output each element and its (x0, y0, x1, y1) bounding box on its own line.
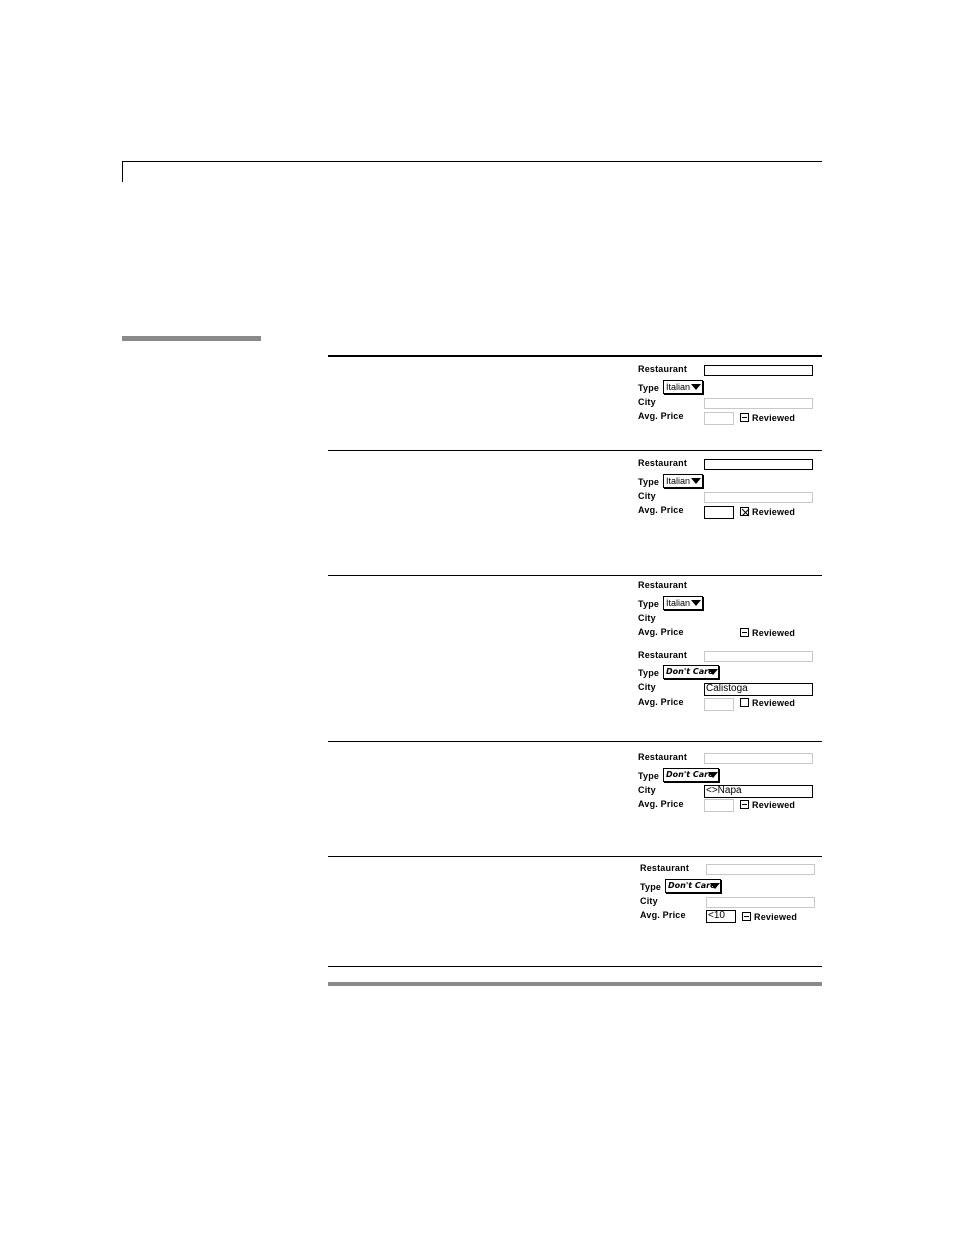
type-label: Type (638, 599, 660, 609)
table-row-divider (328, 856, 822, 857)
type-popup-value: Italian (666, 476, 691, 486)
restaurant-label: Restaurant (638, 364, 688, 374)
reviewed-label: Reviewed (752, 800, 796, 810)
chevron-down-icon (691, 600, 701, 606)
avg-price-label: Avg. Price (638, 411, 684, 421)
city-field[interactable] (704, 398, 813, 409)
table-bottom-bar (328, 982, 822, 986)
reviewed-label: Reviewed (752, 507, 796, 517)
type-popup-menu[interactable] (663, 380, 703, 394)
avg-price-label: Avg. Price (640, 910, 686, 920)
restaurant-label: Restaurant (638, 752, 688, 762)
avg-price-field[interactable] (704, 412, 734, 425)
indeterminate-icon (742, 804, 747, 805)
city-label: City (638, 785, 656, 795)
avg-price-label: Avg. Price (638, 697, 684, 707)
indeterminate-icon (742, 632, 747, 633)
reviewed-checkbox[interactable] (740, 800, 749, 809)
restaurant-field[interactable] (706, 864, 815, 875)
restaurant-label: Restaurant (638, 650, 688, 660)
reviewed-checkbox[interactable] (742, 912, 751, 921)
city-label: City (638, 682, 656, 692)
type-popup-value: Don't Care (668, 881, 716, 890)
table-bottom-rule (328, 966, 822, 967)
restaurant-field[interactable] (704, 753, 813, 764)
city-label: City (638, 613, 656, 623)
type-popup-menu[interactable] (663, 596, 703, 610)
type-popup-value: Italian (666, 598, 691, 608)
restaurant-label: Restaurant (638, 458, 688, 468)
restaurant-label: Restaurant (640, 863, 690, 873)
city-label: City (638, 397, 656, 407)
city-label: City (638, 491, 656, 501)
type-popup-value: Don't Care (666, 770, 714, 779)
city-field[interactable] (706, 897, 815, 908)
reviewed-label: Reviewed (752, 628, 796, 638)
city-label: City (640, 896, 658, 906)
avg-price-label: Avg. Price (638, 627, 684, 637)
restaurant-label: Restaurant (638, 580, 688, 590)
avg-price-label: Avg. Price (638, 505, 684, 515)
type-label: Type (640, 882, 662, 892)
table-row-divider (328, 741, 822, 742)
city-field[interactable]: Calistoga (704, 683, 813, 696)
city-field[interactable]: <>Napa (704, 785, 813, 798)
type-label: Type (638, 383, 660, 393)
type-popup-value: Italian (666, 382, 691, 392)
table-row-divider (328, 575, 822, 576)
reviewed-label: Reviewed (752, 698, 796, 708)
indeterminate-icon (742, 417, 747, 418)
restaurant-field[interactable] (704, 459, 813, 470)
chevron-down-icon (708, 772, 718, 778)
avg-price-field[interactable] (704, 506, 734, 519)
reviewed-checkbox[interactable] (740, 507, 749, 516)
reviewed-label: Reviewed (752, 413, 796, 423)
type-popup-menu[interactable] (663, 665, 719, 679)
type-label: Type (638, 771, 660, 781)
type-label: Type (638, 477, 660, 487)
reviewed-checkbox[interactable] (740, 413, 749, 422)
avg-price-field[interactable]: <10 (706, 910, 736, 923)
table-top-rule (328, 355, 822, 357)
reviewed-checkbox[interactable] (740, 628, 749, 637)
type-popup-value: Don't Care (666, 667, 714, 676)
restaurant-field[interactable] (704, 651, 813, 662)
city-field[interactable] (704, 492, 813, 503)
chevron-down-icon (708, 669, 718, 675)
indeterminate-icon (744, 916, 749, 917)
type-popup-menu[interactable] (663, 474, 703, 488)
header-rule-tick (122, 161, 123, 182)
type-popup-menu[interactable] (663, 768, 719, 782)
restaurant-field[interactable] (704, 365, 813, 376)
chevron-down-icon (710, 883, 720, 889)
checked-x-icon (741, 508, 750, 517)
type-popup-menu[interactable] (665, 879, 721, 893)
chevron-down-icon (691, 384, 701, 390)
header-rule (122, 161, 822, 162)
section-marker-bar (122, 336, 261, 341)
table-row-divider (328, 450, 822, 451)
reviewed-label: Reviewed (754, 912, 798, 922)
reviewed-checkbox[interactable] (740, 698, 749, 707)
chevron-down-icon (691, 478, 701, 484)
avg-price-label: Avg. Price (638, 799, 684, 809)
avg-price-field[interactable] (704, 799, 734, 812)
type-label: Type (638, 668, 660, 678)
avg-price-field[interactable] (704, 698, 734, 711)
